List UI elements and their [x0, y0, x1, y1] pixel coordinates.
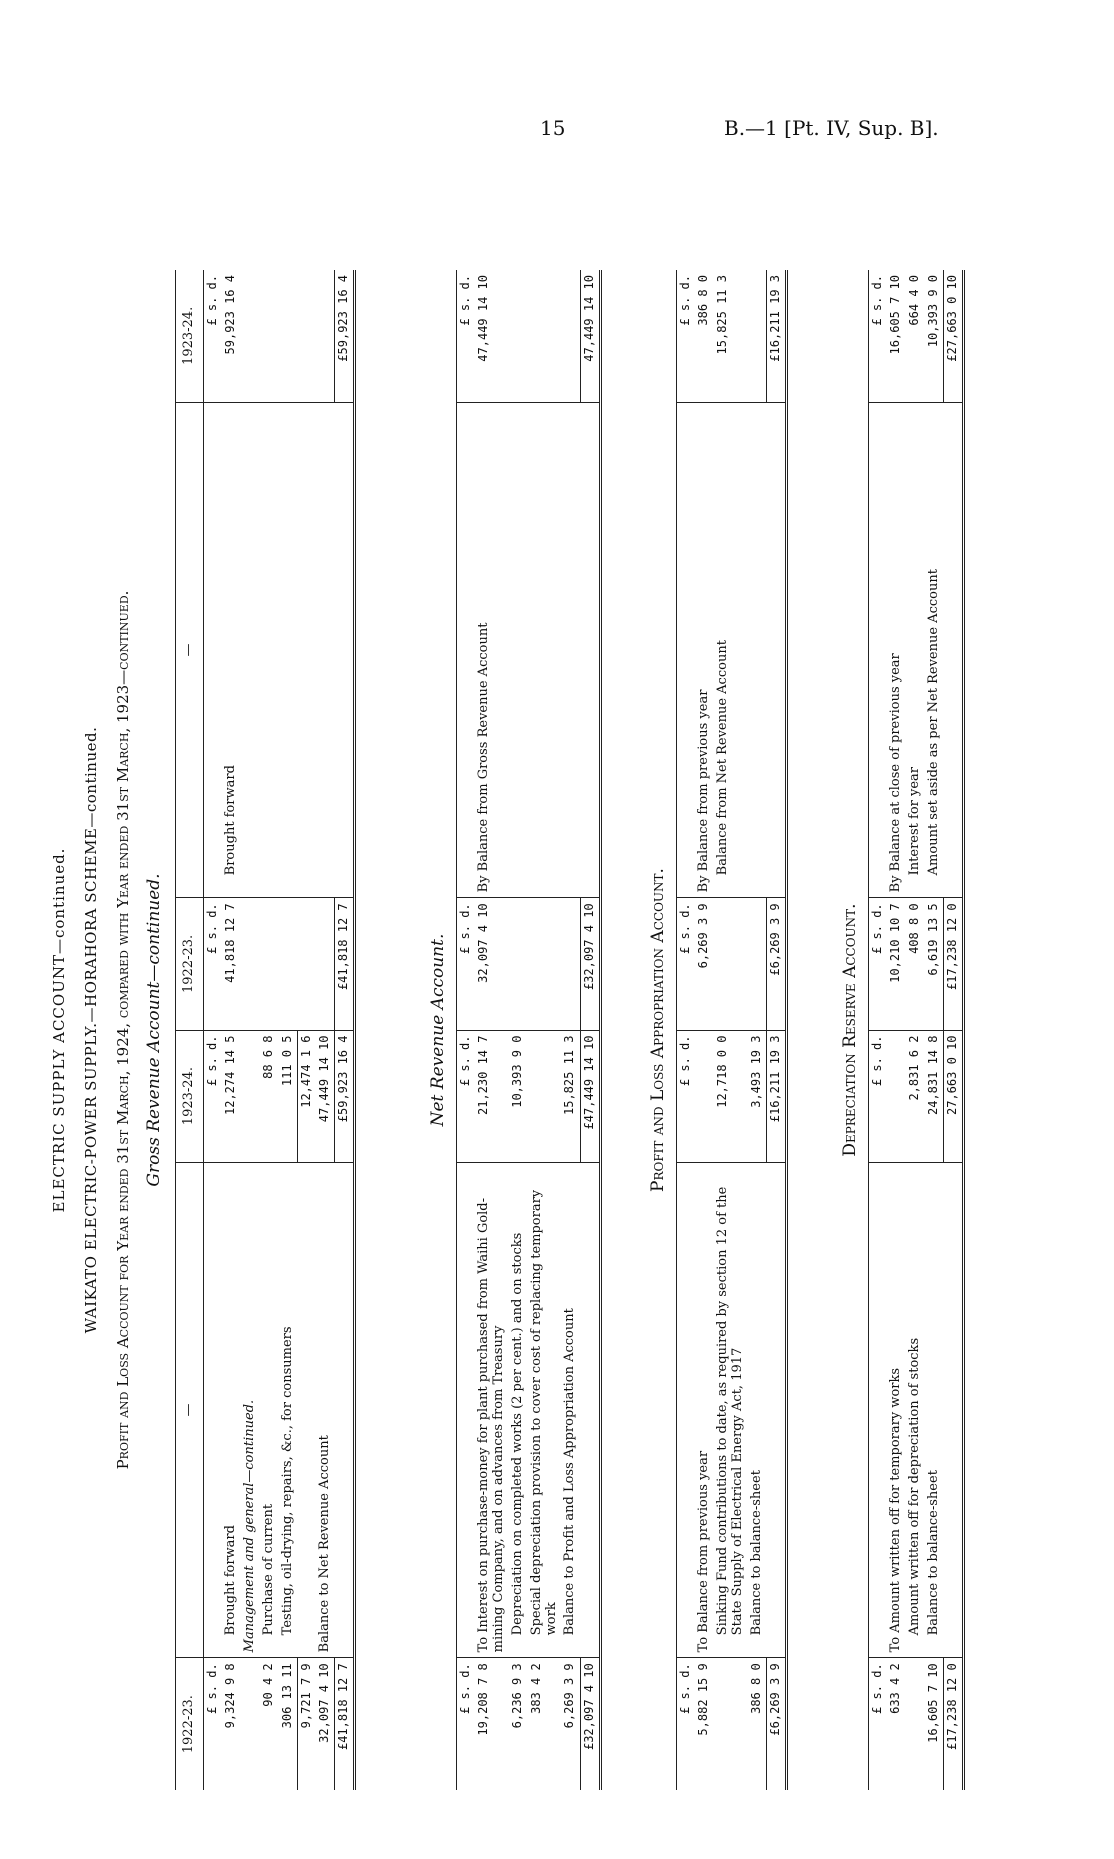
col-header-cur: 1923-24. — [176, 1030, 204, 1162]
entry-label: Balance from Net Revenue Account — [714, 402, 748, 898]
col-header-prev: 1922-23. — [176, 1658, 204, 1790]
gross-revenue-table — [175, 270, 356, 1790]
entry-label: Special depreciation provision to cover cost of replacing temporary work — [528, 1162, 562, 1658]
amount-cur: 386 8 0 — [695, 270, 714, 402]
amount-prev: 16,605 7 10 — [925, 1663, 940, 1743]
total-cur: 27,663 0 10 — [944, 1030, 964, 1162]
amount-prev: 90 4 2 — [260, 1663, 275, 1707]
amount-cur: 12,274 14 5 — [222, 1030, 241, 1162]
amount-cur: 47,449 14 10 — [475, 270, 509, 402]
subtotal-prev: 9,721 7 9 — [297, 1658, 315, 1790]
page-reference: B.—1 [Pt. IV, Sup. B]. — [724, 116, 939, 140]
currency-units: £ s. d. — [677, 270, 695, 402]
total-prev: £41,818 12 7 — [335, 1658, 355, 1790]
entry-label: By Balance from Gross Revenue Account — [475, 402, 509, 898]
total-cur: £16,211 19 3 — [767, 1030, 787, 1162]
entry-label: By Balance at close of previous year — [887, 402, 906, 898]
amount-cur: 24,831 14 8 — [925, 1030, 944, 1162]
amount-cur — [695, 1030, 714, 1162]
entry-label: Depreciation on completed works (2 per cent.) and on stocks — [509, 1162, 528, 1658]
page-number: 15 — [540, 116, 566, 140]
total-prev: £41,818 12 7 — [335, 898, 355, 1030]
currency-units: £ s. d. — [869, 270, 887, 402]
amount-cur: 47,449 14 10 — [316, 1030, 335, 1162]
currency-units: £ s. d. — [678, 903, 692, 954]
amount-cur: 111 0 5 — [279, 1030, 298, 1162]
col-header-mid: — — [176, 1162, 204, 1658]
amount-prev: 6,269 3 9 — [695, 903, 710, 969]
amount-cur — [887, 1030, 906, 1162]
entry-label: Purchase of current — [260, 1162, 279, 1658]
entry-label: Balance to Profit and Loss Appropriation Account — [561, 1162, 580, 1658]
amount-prev: 41,818 12 7 — [222, 903, 237, 983]
rotated-page-content — [40, 240, 1040, 1820]
subtotal-cur: 12,474 1 6 — [297, 1030, 315, 1162]
amount-cur — [528, 1030, 562, 1162]
currency-units: £ s. d. — [870, 1663, 884, 1714]
amount-prev: 5,882 15 9 — [695, 1663, 710, 1736]
amount-cur: 59,923 16 4 — [222, 270, 241, 402]
title-gross-revenue: Gross Revenue Account—continued. — [144, 873, 164, 1187]
entry-label: Balance to balance-sheet — [925, 1162, 944, 1658]
currency-units: £ s. d. — [204, 1663, 219, 1714]
amount-prev: 9,324 9 8 — [222, 1663, 237, 1729]
total-prev: £17,238 12 0 — [944, 1658, 964, 1790]
amount-prev: 10,210 10 7 — [887, 903, 902, 983]
amount-cur: 10,393 9 0 — [925, 270, 944, 402]
currency-units: £ s. d. — [678, 1663, 692, 1714]
currency-units: £ s. d. — [869, 1030, 887, 1162]
total-prev: £32,097 4 10 — [580, 1658, 600, 1790]
currency-units: £ s. d. — [203, 1030, 221, 1162]
currency-units: £ s. d. — [457, 270, 475, 402]
amount-prev — [714, 898, 748, 1030]
currency-units: £ s. d. — [457, 1030, 475, 1162]
amount-prev — [714, 1658, 748, 1790]
title-electric-supply: ELECTRIC SUPPLY ACCOUNT—continued. — [50, 847, 68, 1213]
depreciation-title: Depreciation Reserve Account. — [840, 903, 860, 1157]
currency-units: £ s. d. — [870, 903, 884, 954]
currency-units: £ s. d. — [677, 1030, 695, 1162]
entry-label: By Balance from previous year — [695, 402, 714, 898]
entry-label: To Amount written off for temporary works — [887, 1162, 906, 1658]
currency-units: £ s. d. — [458, 903, 472, 954]
entry-label: To Balance from previous year — [695, 1162, 714, 1658]
entry-label: Balance to balance-sheet — [748, 1162, 767, 1658]
amount-cur: 3,493 19 3 — [748, 1030, 767, 1162]
currency-units: £ s. d. — [458, 1663, 472, 1714]
total-cur: £27,663 0 10 — [944, 270, 964, 402]
amount-cur: 15,825 11 3 — [714, 270, 748, 402]
amount-prev: 306 13 11 — [279, 1663, 294, 1729]
total-cur: £59,923 16 4 — [335, 1030, 355, 1162]
amount-prev: 32,097 4 10 — [316, 1663, 331, 1743]
amount-prev: 6,269 3 9 — [562, 1663, 577, 1729]
depreciation-table — [868, 270, 965, 1790]
amount-cur: 10,393 9 0 — [509, 1030, 528, 1162]
entry-heading: Management and general—continued. — [241, 1162, 260, 1658]
amount-prev: 383 4 2 — [528, 1663, 543, 1714]
col-header-mid: — — [176, 402, 204, 898]
amount-cur: 2,831 6 2 — [906, 1030, 925, 1162]
entry-label: Brought forward — [222, 402, 241, 898]
total-cur: £59,923 16 4 — [335, 270, 355, 402]
total-prev: £6,269 3 9 — [767, 1658, 787, 1790]
col-header-prev: 1922-23. — [176, 898, 204, 1030]
net-revenue-title: Net Revenue Account. — [428, 933, 448, 1127]
total-cur: 47,449 14 10 — [580, 270, 600, 402]
entry-label: Amount written off for depreciation of stocks — [906, 1162, 925, 1658]
net-revenue-table — [456, 270, 602, 1790]
amount-prev: 19,208 7 8 — [475, 1663, 490, 1736]
title-profit-loss: Profit and Loss Account for Year ended 31st March, 1924, compared with Year ended 31st March, 1923—continued. — [114, 590, 132, 1470]
entry-label: Balance to Net Revenue Account — [316, 1162, 335, 1658]
currency-units: £ s. d. — [204, 903, 219, 954]
amount-prev: 633 4 2 — [887, 1663, 902, 1714]
title-waikato-scheme: WAIKATO ELECTRIC-POWER SUPPLY.—HORAHORA SCHEME—continued. — [82, 726, 100, 1334]
appropriation-title: Profit and Loss Appropriation Account. — [648, 868, 668, 1192]
total-cur: £16,211 19 3 — [767, 270, 787, 402]
amount-cur: 664 4 0 — [906, 270, 925, 402]
amount-prev: 408 8 0 — [906, 903, 921, 954]
total-prev: £17,238 12 0 — [944, 898, 964, 1030]
amount-prev: 386 8 0 — [748, 1663, 763, 1714]
amount-prev: 6,619 13 5 — [925, 903, 940, 976]
entry-label: Brought forward — [222, 1162, 241, 1658]
entry-label: Amount set aside as per Net Revenue Account — [925, 402, 944, 898]
entry-label: Testing, oil-drying, repairs, &c., for consumers — [279, 1162, 298, 1658]
amount-prev: 6,236 9 3 — [509, 1663, 524, 1729]
col-header-cur: 1923-24. — [176, 270, 204, 402]
total-prev: £6,269 3 9 — [767, 898, 787, 1030]
amount-prev: 32,097 4 10 — [475, 903, 490, 983]
amount-cur: 16,605 7 10 — [887, 270, 906, 402]
amount-cur: 12,718 0 0 — [714, 1030, 748, 1162]
appropriation-table — [676, 270, 788, 1790]
amount-cur: 15,825 11 3 — [561, 1030, 580, 1162]
currency-units: £ s. d. — [203, 270, 221, 402]
amount-cur: 88 6 8 — [260, 1030, 279, 1162]
amount-cur: 21,230 14 7 — [475, 1030, 509, 1162]
entry-label: Sinking Fund contributions to date, as required by section 12 of the State Supply of Electrical Energy Act, 1917 — [714, 1162, 748, 1658]
entry-label: To Interest on purchase-money for plant purchased from Waihi Gold-mining Company, and on advances from Treasury — [475, 1162, 509, 1658]
total-prev: £32,097 4 10 — [580, 898, 600, 1030]
total-cur: £47,449 14 10 — [580, 1030, 600, 1162]
entry-label: Interest for year — [906, 402, 925, 898]
amount-prev — [906, 1658, 925, 1790]
